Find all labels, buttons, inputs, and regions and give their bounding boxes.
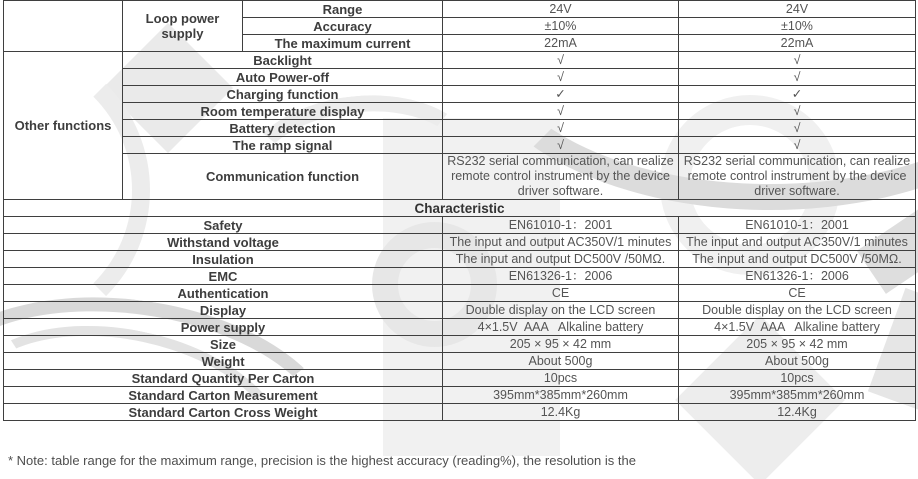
value-cell: RS232 serial communication, can realize remote control instrument by the device driver software. <box>443 154 679 200</box>
value-cell: ±10% <box>679 18 916 35</box>
param-label: Charging function <box>123 86 443 103</box>
check-cell: √ <box>443 52 679 69</box>
value-cell: CE <box>679 285 916 302</box>
check-cell: √ <box>679 137 916 154</box>
table-row <box>4 103 916 120</box>
param-label: Battery detection <box>123 120 443 137</box>
param-label: The ramp signal <box>123 137 443 154</box>
value-cell: 205 × 95 × 42 mm <box>443 336 679 353</box>
value-cell: 24V <box>443 1 679 18</box>
value-cell: 12.4Kg <box>443 404 679 421</box>
value-cell: Double display on the LCD screen <box>443 302 679 319</box>
param-label: Standard Carton Cross Weight <box>4 404 443 421</box>
value-cell: ±10% <box>443 18 679 35</box>
section-title: Characteristic <box>4 200 916 217</box>
value-cell: The input and output AC350V/1 minutes <box>443 234 679 251</box>
check-cell: ✓ <box>679 86 916 103</box>
param-label: Authentication <box>4 285 443 302</box>
value-cell: 4×1.5V AAA Alkaline battery <box>679 319 916 336</box>
param-label: Standard Carton Measurement <box>4 387 443 404</box>
check-cell: √ <box>443 103 679 120</box>
table-row <box>4 86 916 103</box>
param-label: Communication function <box>123 154 443 200</box>
check-cell: √ <box>679 69 916 86</box>
table-row <box>4 353 916 370</box>
table-row <box>4 404 916 421</box>
table-row <box>4 251 916 268</box>
value-cell: 10pcs <box>443 370 679 387</box>
check-cell: √ <box>443 69 679 86</box>
check-cell: √ <box>443 120 679 137</box>
table-row <box>4 137 916 154</box>
param-label: Standard Quantity Per Carton <box>4 370 443 387</box>
table-row <box>4 120 916 137</box>
value-cell: 205 × 95 × 42 mm <box>679 336 916 353</box>
table-row <box>4 268 916 285</box>
param-label: Insulation <box>4 251 443 268</box>
table-row <box>4 319 916 336</box>
param-label: The maximum current <box>243 35 443 52</box>
value-cell: 22mA <box>679 35 916 52</box>
value-cell: 22mA <box>443 35 679 52</box>
value-cell: The input and output AC350V/1 minutes <box>679 234 916 251</box>
table-row <box>4 336 916 353</box>
check-cell: √ <box>443 137 679 154</box>
value-cell: EN61010-1：2001 <box>443 217 679 234</box>
group-cell-empty <box>4 1 123 52</box>
param-label: Accuracy <box>243 18 443 35</box>
check-cell: √ <box>679 120 916 137</box>
param-label: Power supply <box>4 319 443 336</box>
param-label: Auto Power-off <box>123 69 443 86</box>
table-row <box>4 154 916 200</box>
table-row <box>4 69 916 86</box>
group-cell-loop-power-supply: Loop power supply <box>123 1 243 52</box>
value-cell: 24V <box>679 1 916 18</box>
param-label: Range <box>243 1 443 18</box>
value-cell: 395mm*385mm*260mm <box>679 387 916 404</box>
value-cell: EN61326-1：2006 <box>443 268 679 285</box>
check-cell: ✓ <box>443 86 679 103</box>
table-row <box>4 302 916 319</box>
table-row <box>4 52 916 69</box>
value-cell: 12.4Kg <box>679 404 916 421</box>
param-label: Room temperature display <box>123 103 443 120</box>
param-label: Weight <box>4 353 443 370</box>
param-label: Withstand voltage <box>4 234 443 251</box>
table-row <box>4 1 916 18</box>
value-cell: RS232 serial communication, can realize remote control instrument by the device driver software. <box>679 154 916 200</box>
value-cell: CE <box>443 285 679 302</box>
section-header-row <box>4 200 916 217</box>
value-cell: Double display on the LCD screen <box>679 302 916 319</box>
value-cell: 4×1.5V AAA Alkaline battery <box>443 319 679 336</box>
param-label: Display <box>4 302 443 319</box>
value-cell: The input and output DC500V /50MΩ. <box>443 251 679 268</box>
param-label: EMC <box>4 268 443 285</box>
value-cell: 395mm*385mm*260mm <box>443 387 679 404</box>
check-cell: √ <box>679 103 916 120</box>
footnote: * Note: table range for the maximum range, precision is the highest accuracy (reading%), the resolution is the <box>8 453 636 468</box>
value-cell: 10pcs <box>679 370 916 387</box>
value-cell: About 500g <box>679 353 916 370</box>
value-cell: EN61010-1：2001 <box>679 217 916 234</box>
param-label: Backlight <box>123 52 443 69</box>
specification-table <box>3 0 916 421</box>
param-label: Size <box>4 336 443 353</box>
table-row <box>4 370 916 387</box>
table-row <box>4 217 916 234</box>
value-cell: EN61326-1：2006 <box>679 268 916 285</box>
table-row <box>4 285 916 302</box>
value-cell: The input and output DC500V /50MΩ. <box>679 251 916 268</box>
group-cell-other-functions: Other functions <box>4 52 123 200</box>
param-label: Safety <box>4 217 443 234</box>
check-cell: √ <box>679 52 916 69</box>
value-cell: About 500g <box>443 353 679 370</box>
table-row <box>4 387 916 404</box>
table-row <box>4 234 916 251</box>
